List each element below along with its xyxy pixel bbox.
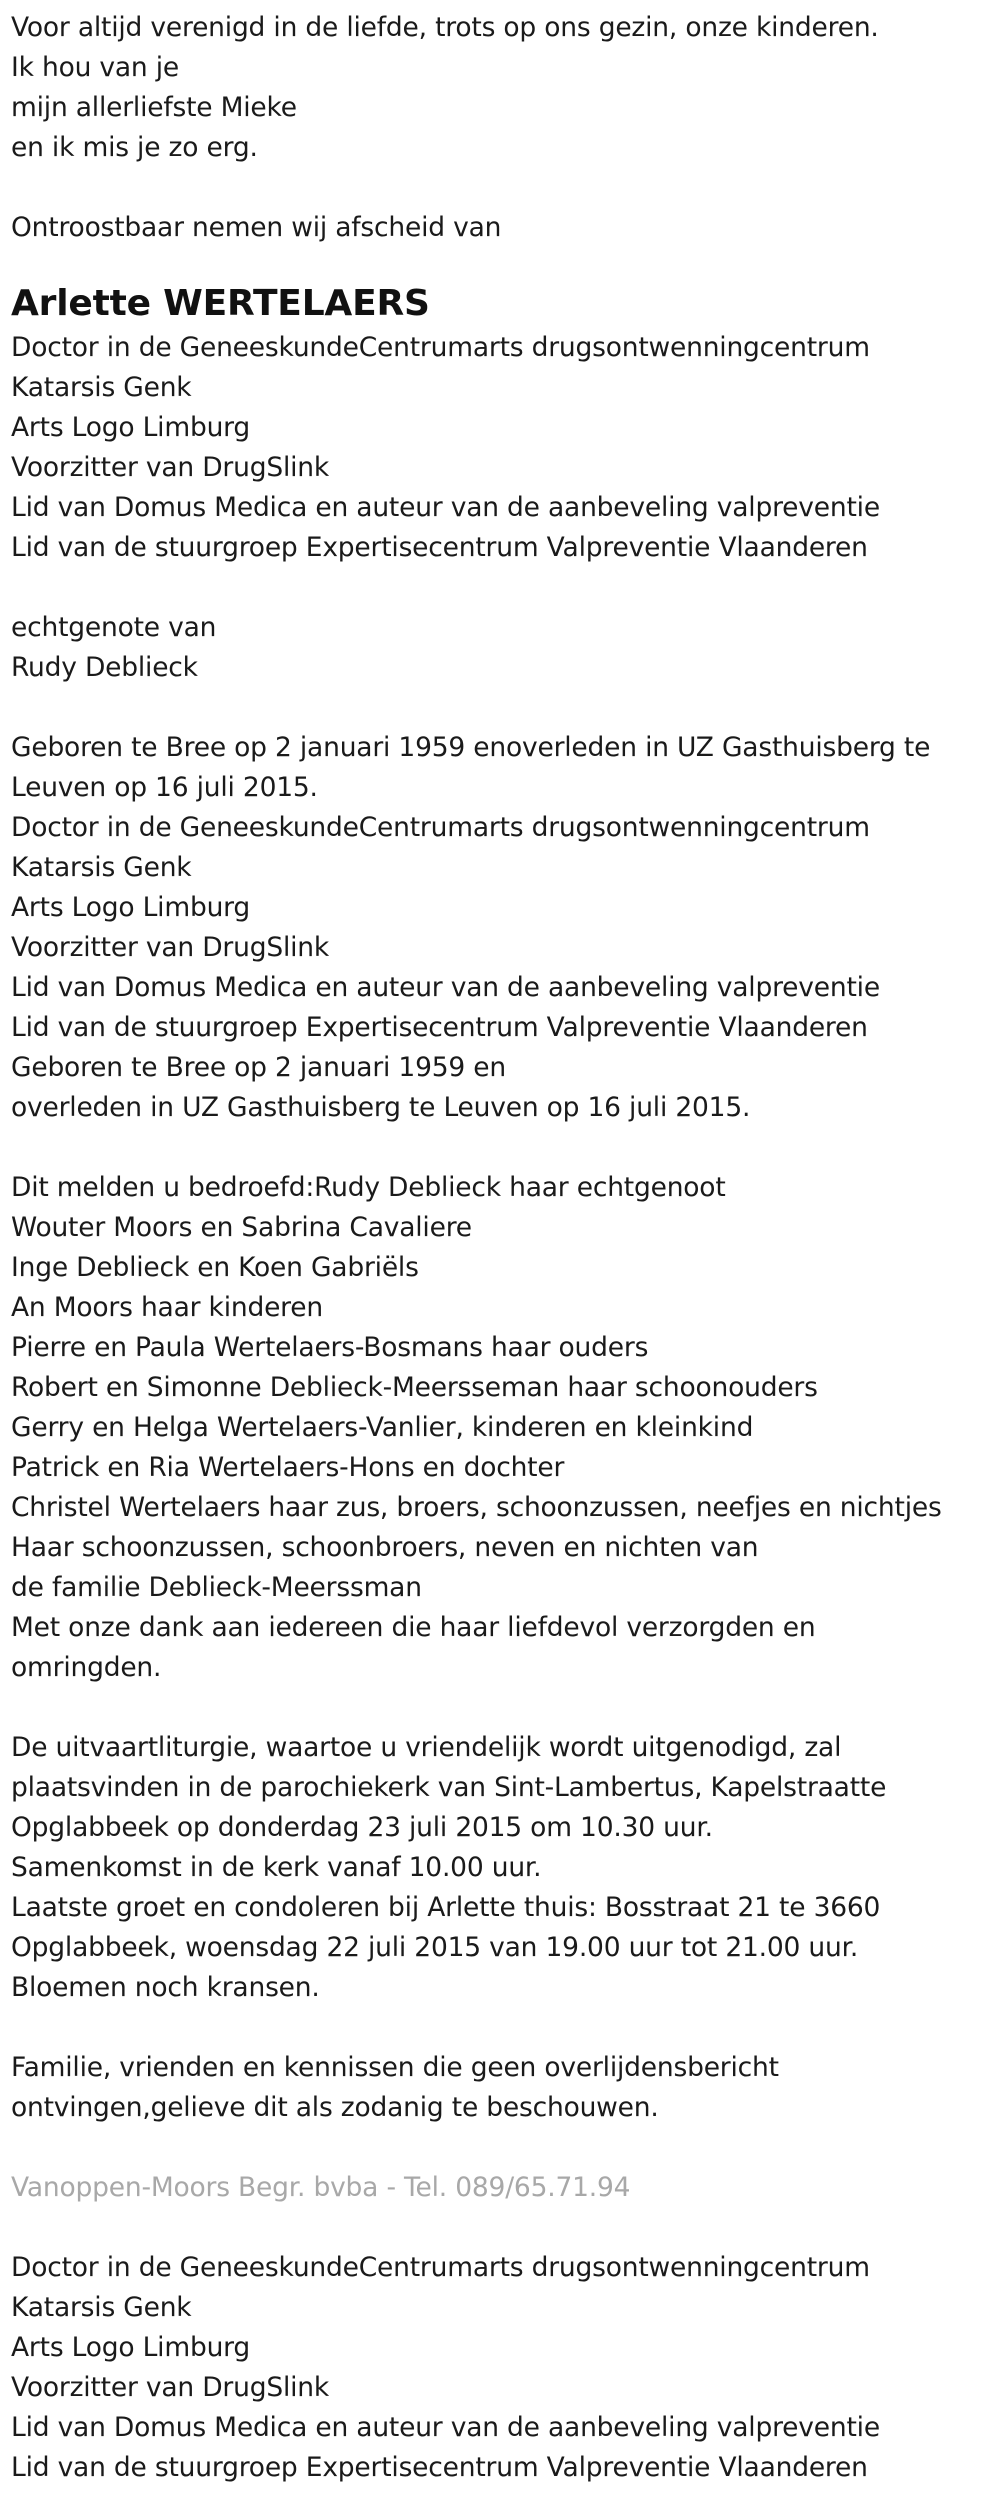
notice-block: [11, 2048, 989, 2128]
family-line: Met onze dank aan iedereen die haar liefdevol verzorgden en: [11, 1612, 816, 1643]
ceremony-line: Opglabbeek, woensdag 22 juli 2015 van 19.00 uur tot 21.00 uur.: [11, 1932, 859, 1963]
detail-line: Geboren te Bree op 2 januari 1959 enoverleden in UZ Gasthuisberg te: [11, 732, 931, 763]
spouse-line: Rudy Deblieck: [11, 652, 198, 683]
family-line: An Moors haar kinderen: [11, 1292, 323, 1323]
notice-line: ontvingen,gelieve dit als zodanig te beschouwen.: [11, 2092, 659, 2123]
intro-line: Voor altijd verenigd in de liefde, trots op ons gezin, onze kinderen.: [11, 12, 879, 43]
title-line: Arts Logo Limburg: [11, 412, 251, 443]
title-line: Lid van de stuurgroep Expertisecentrum Valpreventie Vlaanderen: [11, 532, 868, 563]
ceremony-line: Bloemen noch kransen.: [11, 1972, 320, 2003]
ceremony-line: Samenkomst in de kerk vanaf 10.00 uur.: [11, 1852, 542, 1883]
title-line: Katarsis Genk: [11, 2292, 192, 2323]
title-line: Lid van de stuurgroep Expertisecentrum Valpreventie Vlaanderen: [11, 2452, 868, 2483]
ceremony-block: [11, 1728, 989, 2008]
spacer: [11, 2008, 989, 2048]
title-line: Lid van Domus Medica en auteur van de aanbeveling valpreventie: [11, 2412, 880, 2443]
intro-line: Ik hou van je: [11, 52, 180, 83]
family-line: Inge Deblieck en Koen Gabriëls: [11, 1252, 419, 1283]
spacer: [11, 688, 989, 728]
title-line: Arts Logo Limburg: [11, 2332, 251, 2363]
family-line: Pierre en Paula Wertelaers-Bosmans haar ouders: [11, 1332, 649, 1363]
family-line: Haar schoonzussen, schoonbroers, neven en nichten van: [11, 1532, 759, 1563]
intro-verse: [11, 8, 989, 168]
detail-line: Katarsis Genk: [11, 852, 192, 883]
intro-line: mijn allerliefste Mieke: [11, 92, 297, 123]
spacer: [11, 1688, 989, 1728]
funeral-home-contact: Vanoppen-Moors Begr. bvba - Tel. 089/65.71.94: [11, 2172, 631, 2203]
titles-block-first: [11, 328, 989, 568]
ceremony-line: De uitvaartliturgie, waartoe u vriendelijk wordt uitgenodigd, zal: [11, 1732, 842, 1763]
deceased-name-heading: Arlette WERTELAERS: [11, 283, 430, 324]
spouse-line: echtgenote van: [11, 612, 217, 643]
intro-line: en ik mis je zo erg.: [11, 132, 258, 163]
farewell-line: Ontroostbaar nemen wij afscheid van: [11, 212, 502, 243]
family-line: Wouter Moors en Sabrina Cavaliere: [11, 1212, 472, 1243]
ceremony-line: Laatste groet en condoleren bij Arlette thuis: Bosstraat 21 te 3660: [11, 1892, 881, 1923]
detail-line: overleden in UZ Gasthuisberg te Leuven op 16 juli 2015.: [11, 1092, 751, 1123]
ceremony-line: plaatsvinden in de parochiekerk van Sint-Lambertus, Kapelstraatte: [11, 1772, 887, 1803]
spacer: [11, 568, 989, 608]
detail-line: Geboren te Bree op 2 januari 1959 en: [11, 1052, 506, 1083]
family-line: Robert en Simonne Deblieck-Meersseman haar schoonouders: [11, 1372, 818, 1403]
detail-line: Doctor in de GeneeskundeCentrumarts drugsontwenningcentrum: [11, 812, 870, 843]
family-block: [11, 1168, 989, 1688]
detail-line: Lid van de stuurgroep Expertisecentrum Valpreventie Vlaanderen: [11, 1012, 868, 1043]
detail-line: Leuven op 16 juli 2015.: [11, 772, 318, 803]
family-line: Christel Wertelaers haar zus, broers, schoonzussen, neefjes en nichtjes: [11, 1492, 942, 1523]
detail-line: Arts Logo Limburg: [11, 892, 251, 923]
title-line: Voorzitter van DrugSlink: [11, 452, 330, 483]
title-line: Doctor in de GeneeskundeCentrumarts drugsontwenningcentrum: [11, 332, 870, 363]
detail-line: Lid van Domus Medica en auteur van de aanbeveling valpreventie: [11, 972, 880, 1003]
family-line: omringden.: [11, 1652, 162, 1683]
title-line: Lid van Domus Medica en auteur van de aanbeveling valpreventie: [11, 492, 880, 523]
family-line: Gerry en Helga Wertelaers-Vanlier, kinderen en kleinkind: [11, 1412, 754, 1443]
spacer: [11, 2128, 989, 2168]
title-line: Doctor in de GeneeskundeCentrumarts drugsontwenningcentrum: [11, 2252, 870, 2283]
detail-line: Voorzitter van DrugSlink: [11, 932, 330, 963]
spouse-block: [11, 608, 989, 688]
spacer: [11, 2208, 989, 2248]
title-line: Voorzitter van DrugSlink: [11, 2372, 330, 2403]
title-line: Katarsis Genk: [11, 372, 192, 403]
details-block: [11, 728, 989, 1128]
titles-block-second: [11, 2248, 989, 2488]
ceremony-line: Opglabbeek op donderdag 23 juli 2015 om 10.30 uur.: [11, 1812, 713, 1843]
family-line: de familie Deblieck-Meerssman: [11, 1572, 422, 1603]
spacer: [11, 168, 989, 208]
spacer: [11, 1128, 989, 1168]
notice-line: Familie, vrienden en kennissen die geen overlijdensbericht: [11, 2052, 779, 2083]
family-line: Patrick en Ria Wertelaers-Hons en dochter: [11, 1452, 565, 1483]
family-line: Dit melden u bedroefd:Rudy Deblieck haar echtgenoot: [11, 1172, 726, 1203]
